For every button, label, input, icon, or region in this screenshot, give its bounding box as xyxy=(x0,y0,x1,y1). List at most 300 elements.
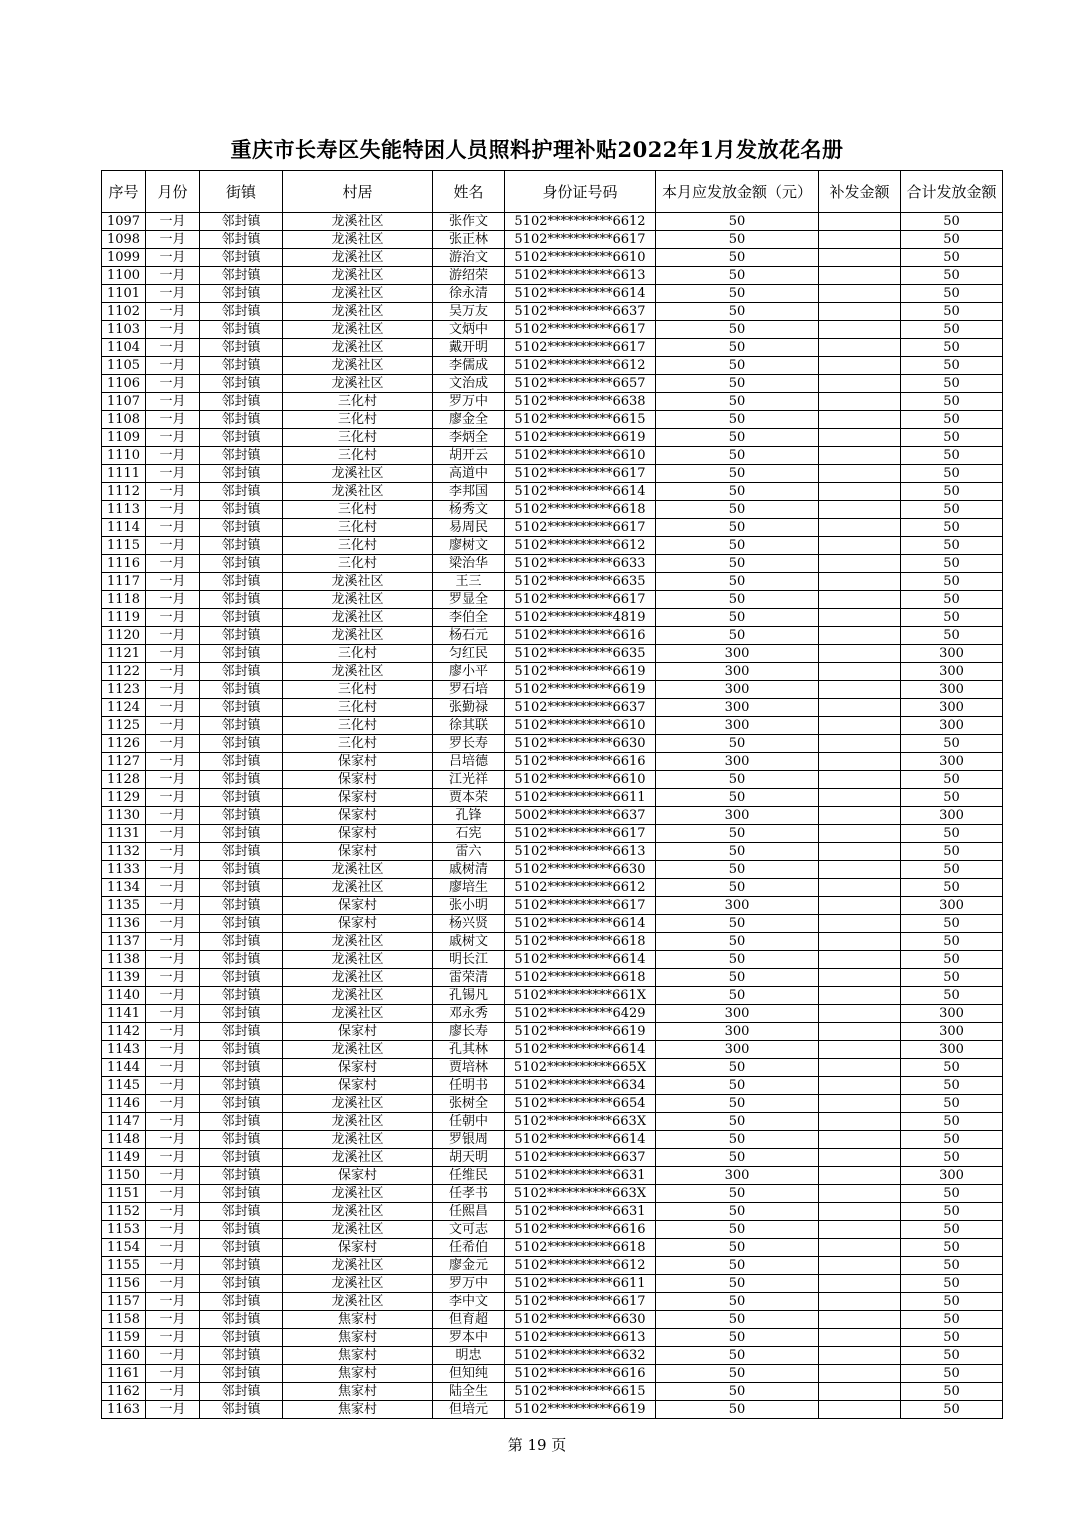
cell-total: 50 xyxy=(901,1293,1003,1311)
cell-town: 邻封镇 xyxy=(200,951,283,969)
cell-total: 50 xyxy=(901,483,1003,501)
cell-monthly-amount: 50 xyxy=(656,825,819,843)
cell-town: 邻封镇 xyxy=(200,645,283,663)
cell-monthly-amount: 300 xyxy=(656,699,819,717)
cell-town: 邻封镇 xyxy=(200,393,283,411)
cell-month: 一月 xyxy=(146,375,200,393)
cell-monthly-amount: 50 xyxy=(656,1401,819,1419)
cell-id-number: 5102**********6637 xyxy=(505,1149,656,1167)
cell-month: 一月 xyxy=(146,1239,200,1257)
cell-total: 50 xyxy=(901,393,1003,411)
cell-town: 邻封镇 xyxy=(200,1095,283,1113)
table-row xyxy=(102,537,1003,555)
cell-name: 陆全生 xyxy=(433,1383,505,1401)
table-row xyxy=(102,1275,1003,1293)
table-row xyxy=(102,465,1003,483)
cell-town: 邻封镇 xyxy=(200,357,283,375)
cell-month: 一月 xyxy=(146,411,200,429)
cell-id-number: 5102**********6612 xyxy=(505,1257,656,1275)
cell-month: 一月 xyxy=(146,1041,200,1059)
cell-name: 戚树文 xyxy=(433,933,505,951)
cell-total: 300 xyxy=(901,681,1003,699)
cell-total: 50 xyxy=(901,447,1003,465)
cell-total: 50 xyxy=(901,1257,1003,1275)
cell-total: 50 xyxy=(901,285,1003,303)
cell-supplement xyxy=(819,807,901,825)
cell-monthly-amount: 50 xyxy=(656,267,819,285)
cell-seq: 1135 xyxy=(102,897,146,915)
cell-village: 焦家村 xyxy=(283,1311,433,1329)
cell-total: 50 xyxy=(901,555,1003,573)
cell-total: 50 xyxy=(901,825,1003,843)
cell-village: 龙溪社区 xyxy=(283,933,433,951)
cell-monthly-amount: 50 xyxy=(656,357,819,375)
cell-seq: 1145 xyxy=(102,1077,146,1095)
cell-town: 邻封镇 xyxy=(200,897,283,915)
header-total: 合计发放金额 xyxy=(901,171,1003,213)
cell-monthly-amount: 50 xyxy=(656,1365,819,1383)
cell-id-number: 5102**********6614 xyxy=(505,483,656,501)
cell-name: 李邦国 xyxy=(433,483,505,501)
cell-id-number: 5002**********6637 xyxy=(505,807,656,825)
cell-name: 罗本中 xyxy=(433,1329,505,1347)
cell-id-number: 5102**********6657 xyxy=(505,375,656,393)
table-row xyxy=(102,699,1003,717)
cell-monthly-amount: 300 xyxy=(656,753,819,771)
cell-seq: 1142 xyxy=(102,1023,146,1041)
cell-supplement xyxy=(819,771,901,789)
cell-id-number: 5102**********6637 xyxy=(505,303,656,321)
cell-month: 一月 xyxy=(146,897,200,915)
cell-name: 但育超 xyxy=(433,1311,505,1329)
cell-supplement xyxy=(819,1095,901,1113)
cell-village: 龙溪社区 xyxy=(283,1041,433,1059)
cell-town: 邻封镇 xyxy=(200,1167,283,1185)
cell-month: 一月 xyxy=(146,753,200,771)
table-row xyxy=(102,717,1003,735)
cell-seq: 1112 xyxy=(102,483,146,501)
cell-id-number: 5102**********6618 xyxy=(505,1239,656,1257)
cell-name: 罗万中 xyxy=(433,393,505,411)
cell-monthly-amount: 50 xyxy=(656,771,819,789)
table-row xyxy=(102,735,1003,753)
cell-total: 300 xyxy=(901,1005,1003,1023)
cell-name: 文治成 xyxy=(433,375,505,393)
table-row xyxy=(102,1401,1003,1419)
cell-id-number: 5102**********6635 xyxy=(505,573,656,591)
cell-id-number: 5102**********6611 xyxy=(505,1275,656,1293)
cell-id-number: 5102**********6617 xyxy=(505,465,656,483)
cell-month: 一月 xyxy=(146,1167,200,1185)
cell-total: 50 xyxy=(901,1365,1003,1383)
cell-month: 一月 xyxy=(146,645,200,663)
cell-name: 文炳中 xyxy=(433,321,505,339)
cell-village: 焦家村 xyxy=(283,1365,433,1383)
cell-total: 50 xyxy=(901,915,1003,933)
cell-name: 明忠 xyxy=(433,1347,505,1365)
cell-seq: 1137 xyxy=(102,933,146,951)
table-row xyxy=(102,483,1003,501)
cell-name: 孔其林 xyxy=(433,1041,505,1059)
table-row xyxy=(102,393,1003,411)
cell-village: 龙溪社区 xyxy=(283,303,433,321)
cell-total: 50 xyxy=(901,843,1003,861)
cell-total: 50 xyxy=(901,879,1003,897)
cell-village: 龙溪社区 xyxy=(283,969,433,987)
cell-month: 一月 xyxy=(146,915,200,933)
cell-monthly-amount: 50 xyxy=(656,987,819,1005)
header-village: 村居 xyxy=(283,171,433,213)
table-row xyxy=(102,303,1003,321)
page-number: 第 19 页 xyxy=(507,1436,567,1454)
cell-monthly-amount: 50 xyxy=(656,1347,819,1365)
table-row xyxy=(102,321,1003,339)
cell-id-number: 5102**********6614 xyxy=(505,1041,656,1059)
cell-name: 杨石元 xyxy=(433,627,505,645)
table-row xyxy=(102,1239,1003,1257)
cell-month: 一月 xyxy=(146,573,200,591)
cell-monthly-amount: 50 xyxy=(656,591,819,609)
cell-name: 廖金全 xyxy=(433,411,505,429)
cell-monthly-amount: 50 xyxy=(656,1131,819,1149)
cell-supplement xyxy=(819,1275,901,1293)
cell-town: 邻封镇 xyxy=(200,465,283,483)
cell-town: 邻封镇 xyxy=(200,501,283,519)
cell-supplement xyxy=(819,843,901,861)
table-row xyxy=(102,411,1003,429)
cell-town: 邻封镇 xyxy=(200,555,283,573)
cell-name: 文可志 xyxy=(433,1221,505,1239)
cell-monthly-amount: 50 xyxy=(656,537,819,555)
cell-id-number: 5102**********6617 xyxy=(505,339,656,357)
cell-id-number: 5102**********6618 xyxy=(505,933,656,951)
cell-village: 保家村 xyxy=(283,789,433,807)
table-row xyxy=(102,1095,1003,1113)
cell-month: 一月 xyxy=(146,609,200,627)
cell-total: 50 xyxy=(901,573,1003,591)
cell-name: 杨兴贤 xyxy=(433,915,505,933)
cell-town: 邻封镇 xyxy=(200,1059,283,1077)
table-row xyxy=(102,1365,1003,1383)
table-row xyxy=(102,267,1003,285)
cell-name: 张勤禄 xyxy=(433,699,505,717)
cell-seq: 1161 xyxy=(102,1365,146,1383)
cell-id-number: 5102**********6614 xyxy=(505,951,656,969)
table-row xyxy=(102,1005,1003,1023)
cell-supplement xyxy=(819,717,901,735)
cell-month: 一月 xyxy=(146,1329,200,1347)
table-row xyxy=(102,249,1003,267)
cell-town: 邻封镇 xyxy=(200,1131,283,1149)
cell-town: 邻封镇 xyxy=(200,1329,283,1347)
cell-monthly-amount: 50 xyxy=(656,213,819,231)
cell-supplement xyxy=(819,789,901,807)
cell-monthly-amount: 50 xyxy=(656,303,819,321)
cell-month: 一月 xyxy=(146,1185,200,1203)
cell-name: 张小明 xyxy=(433,897,505,915)
cell-total: 300 xyxy=(901,1041,1003,1059)
cell-seq: 1106 xyxy=(102,375,146,393)
cell-seq: 1101 xyxy=(102,285,146,303)
table-row xyxy=(102,663,1003,681)
cell-village: 龙溪社区 xyxy=(283,213,433,231)
cell-town: 邻封镇 xyxy=(200,303,283,321)
cell-village: 保家村 xyxy=(283,843,433,861)
cell-monthly-amount: 50 xyxy=(656,735,819,753)
cell-seq: 1118 xyxy=(102,591,146,609)
cell-village: 龙溪社区 xyxy=(283,1257,433,1275)
cell-id-number: 5102**********6619 xyxy=(505,663,656,681)
cell-name: 石宪 xyxy=(433,825,505,843)
cell-id-number: 5102**********6619 xyxy=(505,1023,656,1041)
cell-month: 一月 xyxy=(146,933,200,951)
cell-monthly-amount: 50 xyxy=(656,519,819,537)
cell-village: 保家村 xyxy=(283,753,433,771)
cell-seq: 1148 xyxy=(102,1131,146,1149)
table-row xyxy=(102,1113,1003,1131)
cell-seq: 1128 xyxy=(102,771,146,789)
cell-supplement xyxy=(819,339,901,357)
table-row xyxy=(102,1077,1003,1095)
cell-total: 50 xyxy=(901,375,1003,393)
table-row xyxy=(102,501,1003,519)
cell-town: 邻封镇 xyxy=(200,519,283,537)
cell-monthly-amount: 300 xyxy=(656,663,819,681)
cell-supplement xyxy=(819,897,901,915)
cell-id-number: 5102**********6612 xyxy=(505,213,656,231)
cell-total: 50 xyxy=(901,933,1003,951)
cell-id-number: 5102**********6631 xyxy=(505,1203,656,1221)
cell-supplement xyxy=(819,1131,901,1149)
cell-name: 明长江 xyxy=(433,951,505,969)
cell-village: 焦家村 xyxy=(283,1329,433,1347)
cell-month: 一月 xyxy=(146,1203,200,1221)
cell-village: 龙溪社区 xyxy=(283,627,433,645)
table-row xyxy=(102,825,1003,843)
cell-monthly-amount: 50 xyxy=(656,555,819,573)
cell-seq: 1099 xyxy=(102,249,146,267)
cell-name: 高道中 xyxy=(433,465,505,483)
cell-month: 一月 xyxy=(146,339,200,357)
cell-supplement xyxy=(819,1005,901,1023)
cell-id-number: 5102**********6634 xyxy=(505,1077,656,1095)
cell-town: 邻封镇 xyxy=(200,411,283,429)
cell-town: 邻封镇 xyxy=(200,573,283,591)
cell-seq: 1146 xyxy=(102,1095,146,1113)
cell-name: 廖金元 xyxy=(433,1257,505,1275)
cell-id-number: 5102**********6429 xyxy=(505,1005,656,1023)
table-row xyxy=(102,843,1003,861)
cell-seq: 1100 xyxy=(102,267,146,285)
cell-supplement xyxy=(819,699,901,717)
cell-name: 张正林 xyxy=(433,231,505,249)
cell-name: 邓永秀 xyxy=(433,1005,505,1023)
table-row xyxy=(102,1257,1003,1275)
cell-seq: 1141 xyxy=(102,1005,146,1023)
cell-seq: 1125 xyxy=(102,717,146,735)
cell-village: 保家村 xyxy=(283,1239,433,1257)
cell-name: 梁治华 xyxy=(433,555,505,573)
table-row xyxy=(102,969,1003,987)
cell-village: 龙溪社区 xyxy=(283,1113,433,1131)
cell-id-number: 5102**********663X xyxy=(505,1113,656,1131)
cell-village: 三化村 xyxy=(283,519,433,537)
cell-supplement xyxy=(819,627,901,645)
cell-supplement xyxy=(819,231,901,249)
cell-total: 50 xyxy=(901,537,1003,555)
cell-monthly-amount: 50 xyxy=(656,969,819,987)
cell-supplement xyxy=(819,213,901,231)
cell-month: 一月 xyxy=(146,951,200,969)
cell-village: 龙溪社区 xyxy=(283,483,433,501)
table-row xyxy=(102,609,1003,627)
cell-total: 50 xyxy=(901,951,1003,969)
cell-monthly-amount: 50 xyxy=(656,951,819,969)
cell-village: 三化村 xyxy=(283,645,433,663)
cell-seq: 1153 xyxy=(102,1221,146,1239)
cell-village: 三化村 xyxy=(283,537,433,555)
cell-month: 一月 xyxy=(146,1383,200,1401)
cell-seq: 1123 xyxy=(102,681,146,699)
cell-id-number: 5102**********6631 xyxy=(505,1167,656,1185)
cell-month: 一月 xyxy=(146,1401,200,1419)
cell-seq: 1107 xyxy=(102,393,146,411)
cell-total: 50 xyxy=(901,1203,1003,1221)
cell-supplement xyxy=(819,429,901,447)
cell-seq: 1129 xyxy=(102,789,146,807)
cell-name: 任希伯 xyxy=(433,1239,505,1257)
cell-village: 三化村 xyxy=(283,735,433,753)
cell-id-number: 5102**********6630 xyxy=(505,861,656,879)
cell-town: 邻封镇 xyxy=(200,1185,283,1203)
cell-seq: 1116 xyxy=(102,555,146,573)
cell-monthly-amount: 50 xyxy=(656,1329,819,1347)
cell-monthly-amount: 50 xyxy=(656,465,819,483)
cell-id-number: 5102**********6610 xyxy=(505,447,656,465)
cell-village: 龙溪社区 xyxy=(283,285,433,303)
cell-town: 邻封镇 xyxy=(200,429,283,447)
header-town: 街镇 xyxy=(200,171,283,213)
cell-seq: 1109 xyxy=(102,429,146,447)
cell-id-number: 5102**********6618 xyxy=(505,501,656,519)
table-row xyxy=(102,771,1003,789)
cell-id-number: 5102**********6632 xyxy=(505,1347,656,1365)
cell-supplement xyxy=(819,1257,901,1275)
cell-supplement xyxy=(819,1401,901,1419)
table-row xyxy=(102,897,1003,915)
cell-town: 邻封镇 xyxy=(200,861,283,879)
cell-town: 邻封镇 xyxy=(200,1383,283,1401)
table-row xyxy=(102,231,1003,249)
cell-seq: 1105 xyxy=(102,357,146,375)
table-row xyxy=(102,933,1003,951)
cell-seq: 1102 xyxy=(102,303,146,321)
header-seq: 序号 xyxy=(102,171,146,213)
cell-id-number: 5102**********4819 xyxy=(505,609,656,627)
cell-monthly-amount: 50 xyxy=(656,1221,819,1239)
cell-supplement xyxy=(819,411,901,429)
cell-monthly-amount: 50 xyxy=(656,321,819,339)
cell-monthly-amount: 50 xyxy=(656,1383,819,1401)
header-id-number: 身份证号码 xyxy=(505,171,656,213)
cell-monthly-amount: 50 xyxy=(656,429,819,447)
cell-seq: 1130 xyxy=(102,807,146,825)
cell-month: 一月 xyxy=(146,1257,200,1275)
cell-village: 龙溪社区 xyxy=(283,1149,433,1167)
cell-name: 匀红民 xyxy=(433,645,505,663)
cell-town: 邻封镇 xyxy=(200,213,283,231)
cell-monthly-amount: 50 xyxy=(656,933,819,951)
cell-month: 一月 xyxy=(146,393,200,411)
table-row xyxy=(102,1149,1003,1167)
cell-monthly-amount: 50 xyxy=(656,1275,819,1293)
cell-supplement xyxy=(819,357,901,375)
table-row xyxy=(102,951,1003,969)
cell-name: 江光祥 xyxy=(433,771,505,789)
cell-town: 邻封镇 xyxy=(200,681,283,699)
cell-village: 龙溪社区 xyxy=(283,1275,433,1293)
cell-month: 一月 xyxy=(146,1077,200,1095)
cell-monthly-amount: 50 xyxy=(656,861,819,879)
cell-supplement xyxy=(819,1113,901,1131)
cell-town: 邻封镇 xyxy=(200,1113,283,1131)
cell-name: 廖培生 xyxy=(433,879,505,897)
cell-month: 一月 xyxy=(146,681,200,699)
cell-month: 一月 xyxy=(146,825,200,843)
cell-total: 50 xyxy=(901,1149,1003,1167)
cell-town: 邻封镇 xyxy=(200,1365,283,1383)
cell-id-number: 5102**********6614 xyxy=(505,915,656,933)
cell-seq: 1143 xyxy=(102,1041,146,1059)
cell-name: 雷荣清 xyxy=(433,969,505,987)
cell-town: 邻封镇 xyxy=(200,609,283,627)
cell-village: 三化村 xyxy=(283,699,433,717)
cell-seq: 1152 xyxy=(102,1203,146,1221)
table-row xyxy=(102,1347,1003,1365)
cell-total: 50 xyxy=(901,303,1003,321)
cell-name: 罗长寿 xyxy=(433,735,505,753)
cell-month: 一月 xyxy=(146,1221,200,1239)
cell-monthly-amount: 300 xyxy=(656,1005,819,1023)
cell-seq: 1132 xyxy=(102,843,146,861)
cell-monthly-amount: 50 xyxy=(656,609,819,627)
cell-seq: 1127 xyxy=(102,753,146,771)
cell-supplement xyxy=(819,483,901,501)
cell-town: 邻封镇 xyxy=(200,375,283,393)
cell-name: 任孝书 xyxy=(433,1185,505,1203)
cell-supplement xyxy=(819,555,901,573)
cell-id-number: 5102**********6610 xyxy=(505,771,656,789)
cell-id-number: 5102**********6617 xyxy=(505,231,656,249)
cell-village: 龙溪社区 xyxy=(283,465,433,483)
cell-id-number: 5102**********6630 xyxy=(505,1311,656,1329)
cell-monthly-amount: 50 xyxy=(656,1185,819,1203)
cell-monthly-amount: 300 xyxy=(656,681,819,699)
cell-supplement xyxy=(819,915,901,933)
cell-supplement xyxy=(819,303,901,321)
cell-name: 罗万中 xyxy=(433,1275,505,1293)
cell-month: 一月 xyxy=(146,1005,200,1023)
table-row xyxy=(102,285,1003,303)
table-row xyxy=(102,1203,1003,1221)
cell-month: 一月 xyxy=(146,231,200,249)
cell-month: 一月 xyxy=(146,861,200,879)
cell-month: 一月 xyxy=(146,987,200,1005)
cell-supplement xyxy=(819,753,901,771)
table-row xyxy=(102,1329,1003,1347)
cell-month: 一月 xyxy=(146,285,200,303)
cell-village: 龙溪社区 xyxy=(283,357,433,375)
